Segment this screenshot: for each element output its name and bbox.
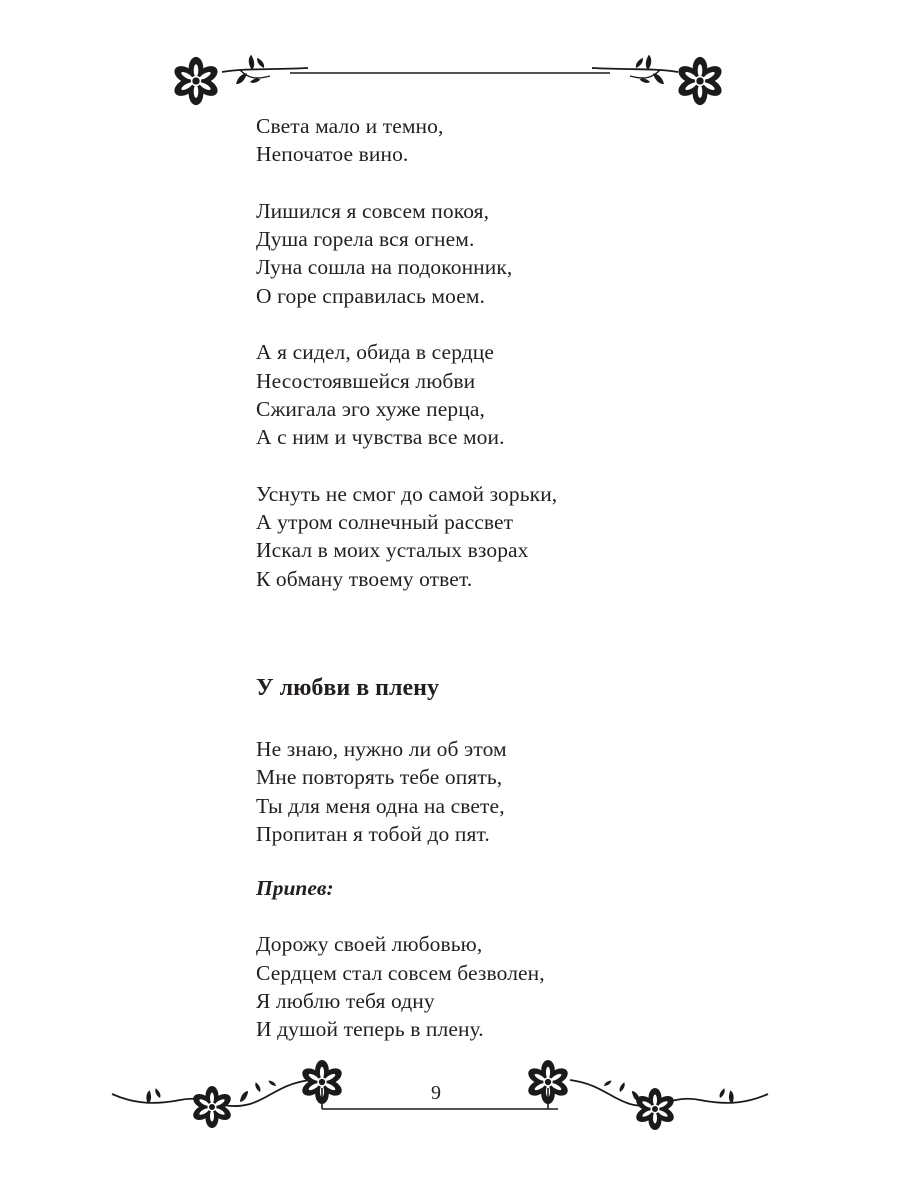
verse-line: Сжигала эго хуже перца, [256, 396, 485, 421]
chorus-stanza [256, 930, 676, 1043]
page-number: 9 [431, 1082, 441, 1104]
verse-line: А я сидел, обида в сердце [256, 340, 495, 365]
stanza [256, 197, 676, 310]
verse-line: Лишился я совсем покоя, [256, 198, 490, 223]
poem-title: У любви в плену [256, 675, 439, 702]
verse-line: Мне повторять тебе опять, [256, 765, 503, 790]
verse-line: Не знаю, нужно ли об этом [256, 737, 507, 762]
verse-line: К обману твоему ответ. [256, 566, 473, 591]
verse-line: Я люблю тебя одну [256, 988, 435, 1013]
verse-line: А утром солнечный рассвет [256, 510, 514, 535]
floral-divider-top-icon [160, 48, 740, 118]
verse-line: Искал в моих усталых взорах [256, 538, 529, 563]
verse-line: Непочатое вино. [256, 142, 409, 167]
stanza [256, 480, 676, 593]
verse-line: И душой теперь в плену. [256, 1017, 484, 1042]
text-column [256, 112, 676, 1072]
verse-line: Света мало и темно, [256, 114, 444, 138]
verse-line: Уснуть не смог до самой зорьки, [256, 481, 558, 506]
verse-line: Ты для меня одна на свете, [256, 793, 505, 818]
stanza [256, 338, 676, 451]
verse-line: Душа горела вся огнем. [256, 227, 475, 252]
chorus-label: Припев: [256, 876, 334, 901]
verse-line: Дорожу своей любовью, [256, 932, 483, 957]
verse-line: Пропитан я тобой до пят. [256, 821, 490, 846]
verse-line: Сердцем стал совсем безволен, [256, 960, 545, 985]
verse-line: О горе справилась моем. [256, 283, 486, 308]
verse-line: Несостоявшейся любви [256, 368, 476, 393]
verse-line: А с ним и чувства все мои. [256, 425, 505, 450]
stanza [256, 735, 676, 848]
stanza [256, 112, 676, 169]
verse-line: Луна сошла на подоконник, [256, 255, 513, 280]
